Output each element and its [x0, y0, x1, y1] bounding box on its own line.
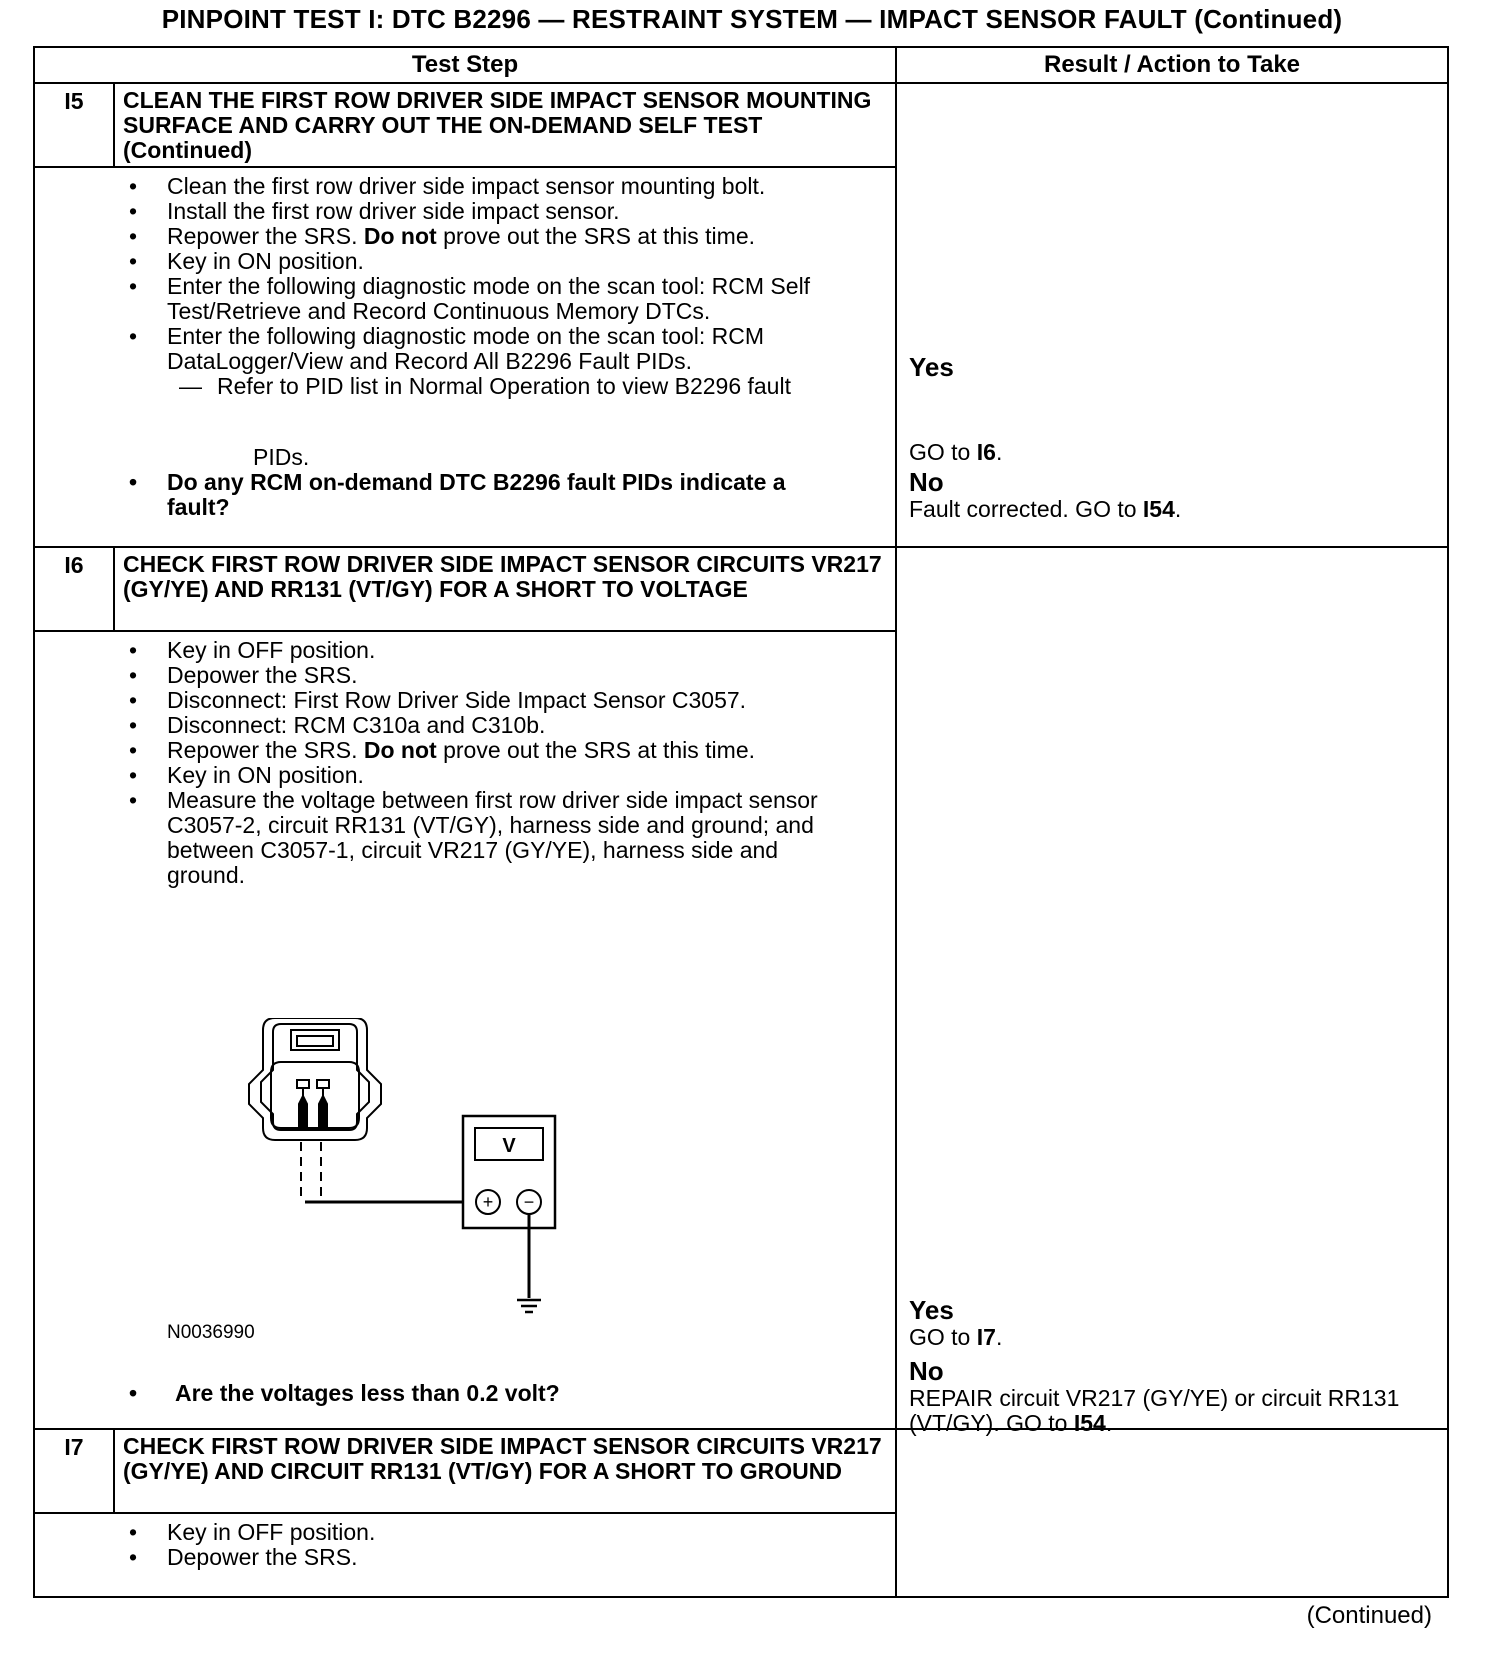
list-item: • Key in OFF position.	[35, 1520, 889, 1545]
step-title: CLEAN THE FIRST ROW DRIVER SIDE IMPACT SENSOR MOUNTING SURFACE AND CARRY OUT THE ON-DEMAND SELF TEST (Continued)	[114, 83, 896, 167]
minus-terminal-label: −	[523, 1192, 535, 1212]
list-item: • Disconnect: First Row Driver Side Impact Sensor C3057.	[35, 688, 889, 713]
list-item: • Enter the following diagnostic mode on the scan tool: RCM DataLogger/View and Record All B2296 Fault PIDs.	[35, 324, 889, 374]
goto-link-i54[interactable]: I54	[1142, 496, 1175, 522]
list-item-text: Repower the SRS.	[167, 223, 358, 249]
step-i6-instructions	[34, 631, 896, 1429]
goto-link-i6[interactable]: I6	[976, 439, 996, 465]
list-item: • Disconnect: RCM C310a and C310b.	[35, 713, 889, 738]
meter-label: V	[502, 1135, 516, 1157]
harness-wires	[301, 1142, 321, 1202]
step-title: CHECK FIRST ROW DRIVER SIDE IMPACT SENSOR CIRCUITS VR217 (GY/YE) AND RR131 (VT/GY) FOR A SHORT TO VOLTAGE	[114, 547, 896, 631]
step-i6-result	[896, 547, 1448, 1436]
list-item: • Clean the first row driver side impact sensor mounting bolt.	[35, 174, 889, 199]
list-item: • Key in OFF position.	[35, 638, 889, 663]
emphasis-text: Do not	[363, 223, 437, 249]
continued-footer: (Continued)	[1306, 1602, 1432, 1629]
step-i5-result	[896, 83, 1448, 547]
step-id: I7	[34, 1429, 114, 1513]
result-no-text: Fault corrected. GO to	[909, 496, 1137, 522]
step-id: I6	[34, 547, 114, 631]
goto-link-i54[interactable]: I54	[1073, 1410, 1106, 1436]
result-yes-text: GO to	[909, 439, 971, 465]
pinpoint-test-table	[33, 46, 1449, 1598]
list-item-text: Repower the SRS.	[167, 737, 358, 763]
step-i7-title-row	[34, 1429, 1448, 1513]
result-yes-label: Yes	[909, 1295, 954, 1325]
step-i7-instructions	[34, 1513, 896, 1597]
ground-symbol-icon	[517, 1300, 541, 1312]
goto-link-i7[interactable]: I7	[976, 1324, 996, 1350]
punctuation: .	[1105, 1410, 1113, 1436]
list-item	[35, 224, 889, 249]
result-yes-text: GO to	[909, 1324, 971, 1350]
punctuation: .	[1174, 496, 1182, 522]
header-result: Result / Action to Take	[896, 47, 1448, 83]
list-item: • Depower the SRS.	[35, 663, 889, 688]
result-yes-label: Yes	[909, 352, 954, 382]
step-id: I5	[34, 83, 114, 167]
list-item: • Install the first row driver side impact sensor.	[35, 199, 889, 224]
result-no-text: REPAIR circuit VR217 (GY/YE) or circuit RR131 (VT/GY). GO to	[909, 1385, 1400, 1436]
list-item: • Key in ON position.	[35, 249, 889, 274]
list-item: • Key in ON position.	[35, 763, 889, 788]
voltage-measurement-diagram	[235, 1018, 575, 1338]
sub-item-text: Refer to PID list in Normal Operation to view B2296 fault	[217, 373, 791, 399]
impact-sensor-connector-icon	[249, 1018, 381, 1140]
step-i6-title-row	[34, 547, 1448, 631]
voltmeter-icon	[463, 1116, 555, 1228]
result-no-label: No	[909, 1356, 944, 1386]
list-item	[35, 738, 889, 763]
table-header-row	[34, 47, 1448, 83]
list-item: • Enter the following diagnostic mode on the scan tool: RCM Self Test/Retrieve and Record Continuous Memory DTCs.	[35, 274, 889, 324]
list-item: • Depower the SRS.	[35, 1545, 889, 1570]
result-no-label: No	[909, 467, 944, 497]
punctuation: .	[995, 439, 1003, 465]
list-item-text: prove out the SRS at this time.	[443, 223, 756, 249]
connector-pins-icon	[299, 1088, 327, 1126]
step-i5-instructions	[34, 167, 896, 547]
step-question: • Are the voltages less than 0.2 volt?	[35, 1381, 889, 1406]
sub-item	[35, 374, 889, 399]
punctuation: .	[995, 1324, 1003, 1350]
sub-item-continuation: PIDs.	[253, 444, 310, 470]
header-test-step: Test Step	[34, 47, 896, 83]
step-i7-result	[896, 1429, 1448, 1597]
list-item: • Measure the voltage between first row driver side impact sensor C3057-2, circuit RR131 (VT/GY), harness side and ground; and between C3057-1, circuit VR217 (GY/YE), harness side and ground.	[35, 788, 889, 888]
dash-marker: —	[179, 373, 202, 399]
step-question: • Do any RCM on-demand DTC B2296 fault PIDs indicate a fault?	[35, 470, 889, 520]
emphasis-text: Do not	[363, 737, 437, 763]
figure-id: N0036990	[167, 1322, 255, 1343]
list-item-text: prove out the SRS at this time.	[443, 737, 756, 763]
step-i5-title-row	[34, 83, 1448, 167]
step-title: CHECK FIRST ROW DRIVER SIDE IMPACT SENSOR CIRCUITS VR217 (GY/YE) AND CIRCUIT RR131 (VT/GY) FOR A SHORT TO GROUND	[114, 1429, 896, 1513]
plus-terminal-label: +	[482, 1192, 494, 1212]
page-title: PINPOINT TEST I: DTC B2296 — RESTRAINT SYSTEM — IMPACT SENSOR FAULT (Continued)	[161, 4, 1343, 34]
